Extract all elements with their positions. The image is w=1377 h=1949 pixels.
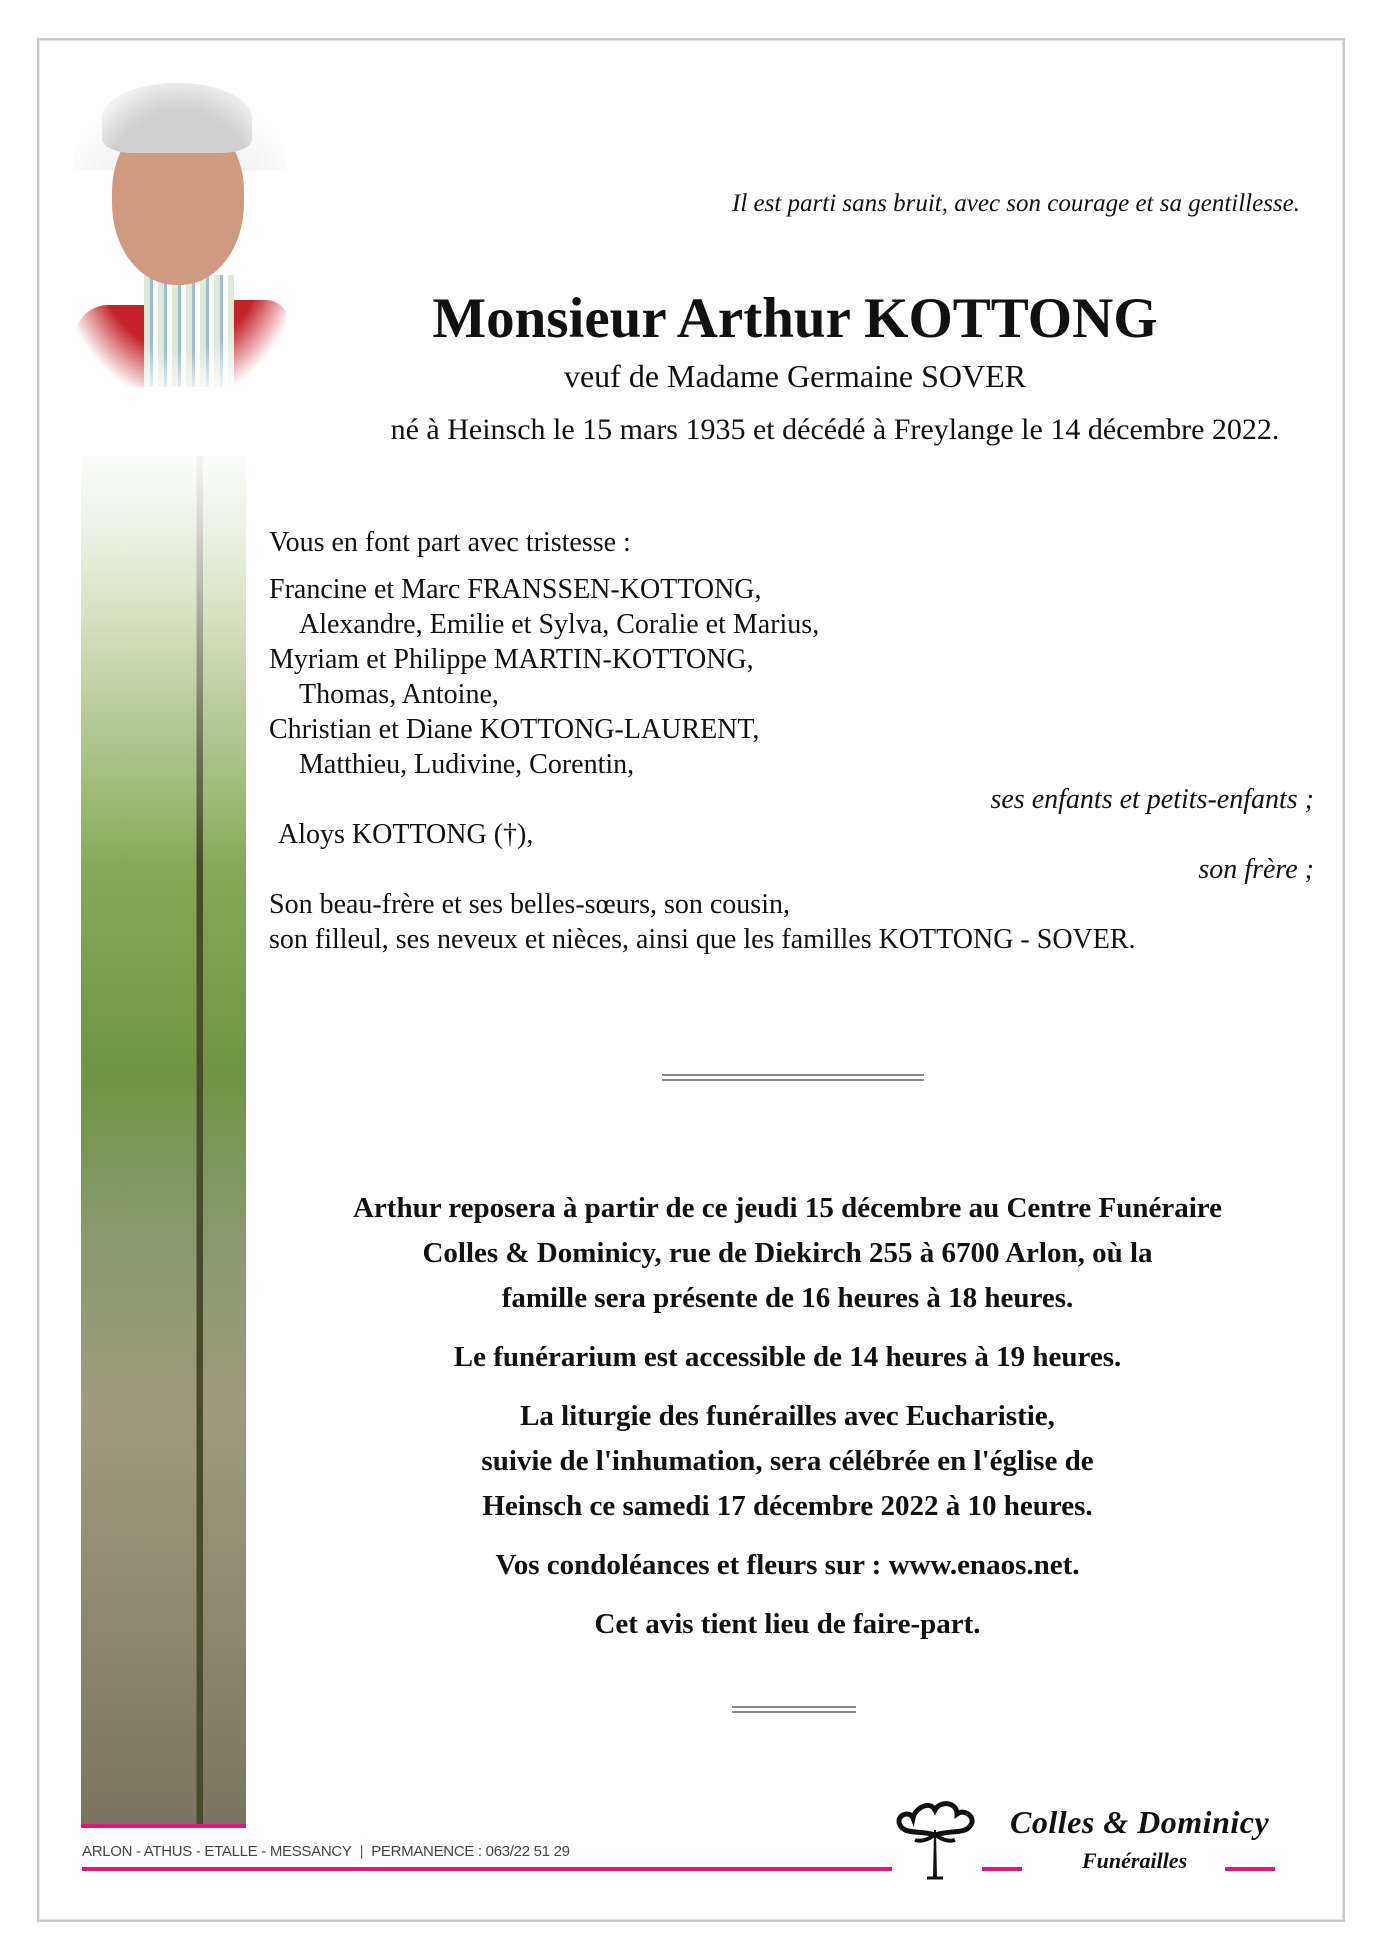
brand-subtitle: Funérailles — [1082, 1848, 1188, 1873]
divider — [732, 1706, 856, 1713]
brother-label: son frère ; — [1198, 854, 1314, 885]
forest-path-image — [81, 456, 246, 1824]
family-line: Christian et Diane KOTTONG-LAURENT, — [269, 714, 760, 745]
funeral-info — [270, 1186, 1305, 1661]
footer-contact: ARLON - ATHUS - ETALLE - MESSANCY | PERMANENCE : 063/22 51 29 — [82, 1843, 570, 1860]
footer-locations: ARLON - ATHUS - ETALLE - MESSANCY — [82, 1843, 352, 1860]
accent-bar — [81, 1824, 246, 1828]
family-line: son filleul, ses neveux et nièces, ainsi que les familles KOTTONG - SOVER. — [269, 924, 1136, 955]
brand-name: Colles & Dominicy — [1010, 1804, 1270, 1840]
family-line: Matthieu, Ludivine, Corentin, — [299, 749, 635, 780]
family-line: Francine et Marc FRANSSEN-KOTTONG, — [269, 574, 762, 605]
brother-line: Aloys KOTTONG (†), — [278, 819, 534, 850]
footer-line — [982, 1867, 1022, 1871]
family-line: Son beau-frère et ses belles-sœurs, son cousin, — [269, 889, 790, 920]
tree-logo-icon — [885, 1790, 985, 1880]
family-announcement — [269, 525, 1314, 957]
footer-line — [82, 1867, 892, 1871]
footer-permanence: PERMANENCE : 063/22 51 29 — [371, 1843, 570, 1860]
birth-death-line: né à Heinsch le 15 mars 1935 et décédé à Freylange le 14 décembre 2022. — [390, 413, 1280, 446]
notice-text: Cet avis tient lieu de faire-part. — [594, 1608, 981, 1640]
family-line: Thomas, Antoine, — [299, 679, 499, 710]
deceased-name: Monsieur Arthur KOTTONG — [432, 287, 1158, 350]
epitaph-quote: Il est parti sans bruit, avec son courage et sa gentillesse. — [732, 190, 1300, 217]
portrait-photo — [74, 75, 286, 387]
funerarium-hours: Le funérarium est accessible de 14 heures à 19 heures. — [453, 1341, 1122, 1373]
visitation-info: Arthur reposera à partir de ce jeudi 15 décembre au Centre Funéraire Colles & Dominicy, rue de Diekirch 255 à 6700 Arlon, où la famille sera présente de 16 heures à 18 heures. — [352, 1192, 1223, 1314]
announcement-intro: Vous en font part avec tristesse : — [269, 527, 631, 558]
family-line: Alexandre, Emilie et Sylva, Coralie et Marius, — [299, 609, 820, 640]
family-line: Myriam et Philippe MARTIN-KOTTONG, — [269, 644, 754, 675]
divider — [662, 1074, 924, 1081]
footer-line — [1225, 1867, 1275, 1871]
condolences-info: Vos condoléances et fleurs sur : www.enaos.net. — [495, 1549, 1080, 1581]
liturgy-info: La liturgie des funérailles avec Eucharistie, suivie de l'inhumation, sera célébrée en l'église de Heinsch ce samedi 17 décembre 2022 à 10 heures. — [481, 1400, 1094, 1522]
children-label: ses enfants et petits-enfants ; — [990, 784, 1314, 815]
widow-line: veuf de Madame Germaine SOVER — [563, 358, 1027, 394]
